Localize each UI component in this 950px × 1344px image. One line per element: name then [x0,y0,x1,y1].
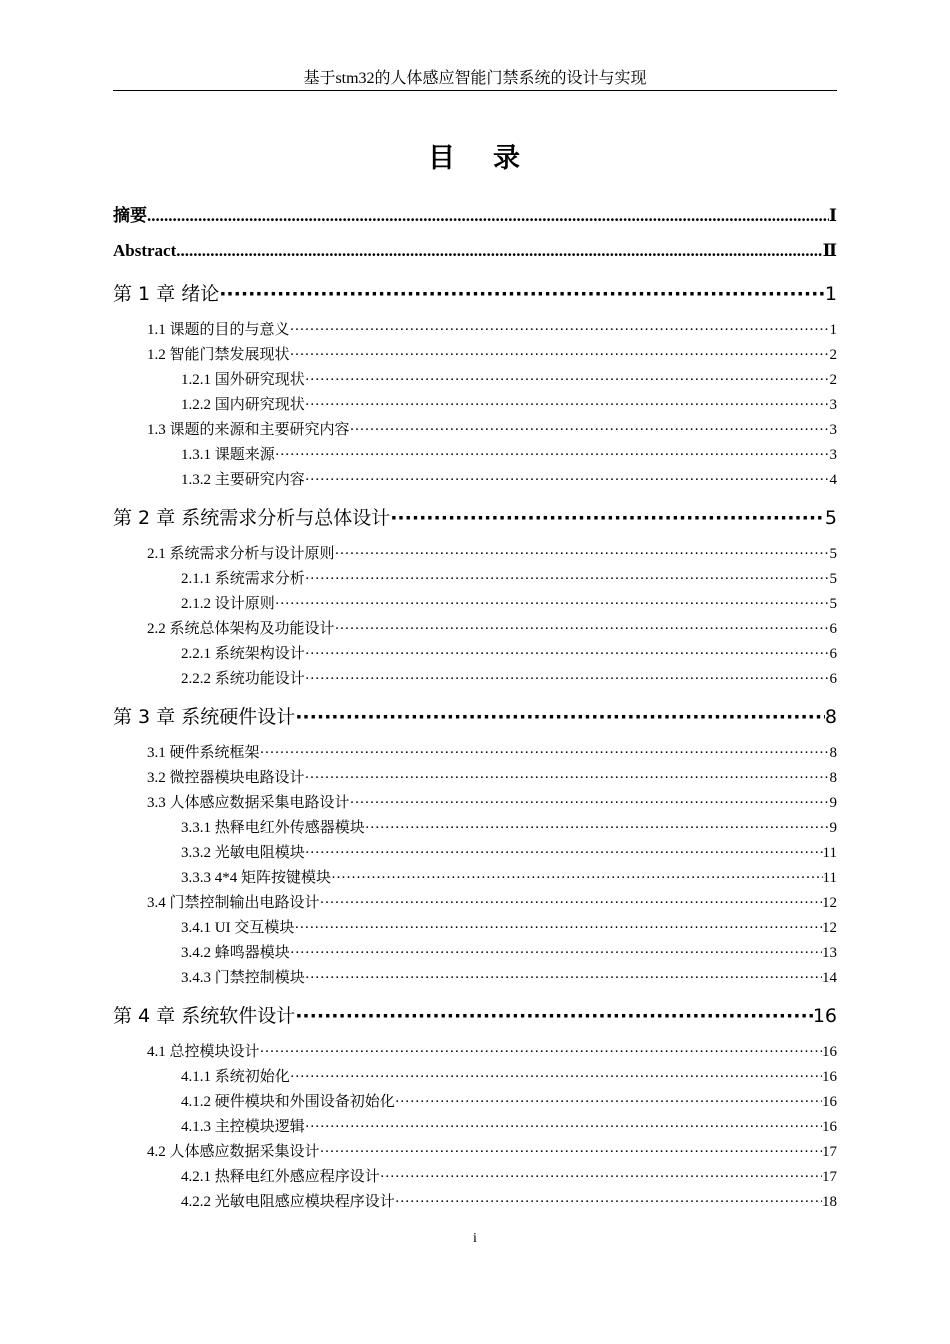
toc-entry-label: 3.4.2 蜂鸣器模块 [181,945,290,961]
toc-entry-label: 4.2.2 光敏电阻感应模块程序设计 [181,1194,395,1210]
toc-leader-dots [331,867,823,889]
toc-entry-page: Ⅱ [822,241,837,260]
toc-entry-page: 12 [822,920,837,936]
toc-leader-dots [295,1002,813,1030]
toc-entry[interactable] [181,643,837,665]
toc-entry-page: 11 [822,845,837,861]
toc-entry-label: 3.4 门禁控制输出电路设计 [147,895,320,911]
toc-leader-dots [290,344,830,366]
toc-leader-dots [305,842,823,864]
toc-entry[interactable] [181,1091,837,1113]
toc-entry-label: 1.3 课题的来源和主要研究内容 [147,422,350,438]
toc-entry-page: 6 [829,621,837,637]
toc-entry-label: 4.2 人体感应数据采集设计 [147,1144,320,1160]
toc-entry[interactable] [147,618,837,640]
toc-entry[interactable] [181,593,837,615]
toc-entry-label: 第 4 章 系统软件设计 [113,1005,296,1027]
toc-entry-label: 1.3.1 课题来源 [181,447,275,463]
toc-entry-label: 1.2.2 国内研究现状 [181,397,305,413]
toc-entry-page: 17 [822,1169,837,1185]
toc-leader-dots [305,767,830,789]
toc-entry[interactable] [181,444,837,466]
toc-entry-label: 3.4.1 UI 交互模块 [181,920,295,936]
toc-entry-label: 3.2 微控器模块电路设计 [147,770,305,786]
toc-leader-dots [176,239,822,263]
toc-entry[interactable] [181,369,837,391]
toc-entry[interactable] [147,419,837,441]
toc-entry-label: 2.1.2 设计原则 [181,596,275,612]
toc-leader-dots [260,1041,822,1063]
toc-entry[interactable] [181,1066,837,1088]
toc-entry-page: 17 [822,1144,837,1160]
toc-chapter-entry[interactable] [113,504,837,532]
toc-leader-dots [320,1141,822,1163]
toc-entry-label: 4.1.2 硬件模块和外围设备初始化 [181,1094,395,1110]
toc-entry-page: 8 [829,770,837,786]
page-number: i [473,1231,477,1246]
toc-chapter-entry[interactable] [113,1002,837,1030]
toc-entry-label: 3.4.3 门禁控制模块 [181,970,305,986]
toc-entry-label: 4.1.3 主控模块逻辑 [181,1119,305,1135]
toc-entry-label: 第 3 章 系统硬件设计 [113,706,296,728]
toc-entry-page: 6 [829,646,837,662]
toc-entry-label: 1.3.2 主要研究内容 [181,472,305,488]
toc-leader-dots [290,1066,822,1088]
toc-entry[interactable] [181,668,837,690]
toc-entry-label: 2.2.2 系统功能设计 [181,671,305,687]
toc-entry[interactable] [181,1166,837,1188]
toc-entry-label: 摘要 [113,206,147,225]
toc-entry-page: 3 [829,397,837,413]
toc-entry-label: 4.1 总控模块设计 [147,1044,260,1060]
toc-leader-dots [320,892,822,914]
toc-entry-page: 4 [829,472,837,488]
toc-entry-label: 2.1 系统需求分析与设计原则 [147,546,335,562]
toc-entry[interactable] [181,394,837,416]
toc-entry-label: 3.3.1 热释电红外传感器模块 [181,820,365,836]
toc-entry[interactable] [147,543,837,565]
toc-entry[interactable] [147,792,837,814]
toc-entry-abstract-en[interactable] [113,239,837,263]
toc-entry[interactable] [147,1041,837,1063]
toc-entry-page: 9 [829,795,837,811]
toc-entry[interactable] [181,469,837,491]
toc-leader-dots [305,394,830,416]
toc-entry-page: 1 [829,322,837,338]
toc-entry-page: 16 [822,1069,837,1085]
toc-entry[interactable] [147,892,837,914]
toc-entry-label: 2.1.1 系统需求分析 [181,571,305,587]
toc-entry-page: 5 [824,507,837,529]
toc-entry-page: 16 [812,1005,837,1027]
toc-entry-label: 1.2 智能门禁发展现状 [147,347,290,363]
toc-entry-page: 8 [829,745,837,761]
toc-entry-page: 18 [822,1194,837,1210]
toc-entry-label: 2.2 系统总体架构及功能设计 [147,621,335,637]
toc-leader-dots [219,280,825,308]
toc-entry[interactable] [181,842,837,864]
toc-entry-page: 5 [829,546,837,562]
toc-entry-page: 2 [829,347,837,363]
toc-entry-page: 8 [824,706,837,728]
toc-leader-dots [294,917,822,939]
toc-leader-dots [260,742,830,764]
toc-leader-dots [380,1166,822,1188]
toc-leader-dots [350,792,830,814]
toc-leader-dots [335,618,830,640]
toc-entry-label: 2.2.1 系统架构设计 [181,646,305,662]
toc-leader-dots [290,319,830,341]
toc-leader-dots [147,204,829,228]
toc-leader-dots [275,444,830,466]
toc-entry-label: 1.2.1 国外研究现状 [181,372,305,388]
toc-entry-page: 3 [829,447,837,463]
toc-entry[interactable] [147,319,837,341]
toc-entry-page: 5 [829,596,837,612]
toc-entry-abstract-cn[interactable] [113,204,837,228]
toc-leader-dots [395,1191,822,1213]
toc-entry-page: 3 [829,422,837,438]
toc-entry-page: 13 [822,945,837,961]
page-title-part1: 目 [428,143,457,174]
toc-leader-dots [305,643,830,665]
toc-entry-page: 6 [829,671,837,687]
page-title-part2: 录 [493,143,522,174]
toc-leader-dots [305,967,822,989]
toc-entry-page: 11 [822,870,837,886]
toc-entry-label: 第 2 章 系统需求分析与总体设计 [113,507,391,529]
toc-leader-dots [350,419,830,441]
toc-leader-dots [305,1116,822,1138]
toc-entry-page: 16 [822,1119,837,1135]
toc-entry[interactable] [181,1116,837,1138]
toc-leader-dots [335,543,830,565]
toc-entry[interactable] [181,1191,837,1213]
toc-leader-dots [305,568,830,590]
toc-entry-label: 第 1 章 绪论 [113,283,220,305]
toc-entry[interactable] [181,817,837,839]
running-header: 基于stm32的人体感应智能门禁系统的设计与实现 [113,68,837,91]
toc-leader-dots [305,469,830,491]
toc-chapter-entry[interactable] [113,703,837,731]
toc-entry[interactable] [147,344,837,366]
toc-entry[interactable] [181,867,837,889]
toc-entry-label: 3.3.3 4*4 矩阵按键模块 [181,870,332,886]
toc-entry-page: 12 [822,895,837,911]
toc-entry-page: Ⅰ [829,206,837,225]
toc-entry-page: 16 [822,1044,837,1060]
toc-leader-dots [395,1091,822,1113]
toc-entry[interactable] [181,942,837,964]
toc-entry-label: 4.2.1 热释电红外感应程序设计 [181,1169,380,1185]
toc-entry[interactable] [147,767,837,789]
toc-entry[interactable] [181,568,837,590]
toc-leader-dots [275,593,830,615]
toc-entry-label: 3.1 硬件系统框架 [147,745,260,761]
toc-entry-page: 9 [829,820,837,836]
toc-entry-label: 1.1 课题的目的与意义 [147,322,290,338]
toc-leader-dots [295,703,825,731]
toc-leader-dots [390,504,825,532]
toc-leader-dots [365,817,830,839]
toc-entry-page: 5 [829,571,837,587]
toc-entry[interactable] [181,917,837,939]
toc-entry-label: 3.3.2 光敏电阻模块 [181,845,305,861]
toc-entry[interactable] [147,1141,837,1163]
toc-entry-page: 1 [824,283,837,305]
toc-entry-label: 4.1.1 系统初始化 [181,1069,290,1085]
toc-leader-dots [305,369,830,391]
toc-chapter-entry[interactable] [113,280,837,308]
toc-leader-dots [305,668,830,690]
toc-entry-page: 14 [822,970,837,986]
toc-leader-dots [290,942,822,964]
toc-entry-page: 2 [829,372,837,388]
toc-entry[interactable] [147,742,837,764]
toc-entry[interactable] [181,967,837,989]
toc-entry-page: 16 [822,1094,837,1110]
toc-entry-label: 3.3 人体感应数据采集电路设计 [147,795,350,811]
toc-entry-label: Abstract [113,241,177,260]
